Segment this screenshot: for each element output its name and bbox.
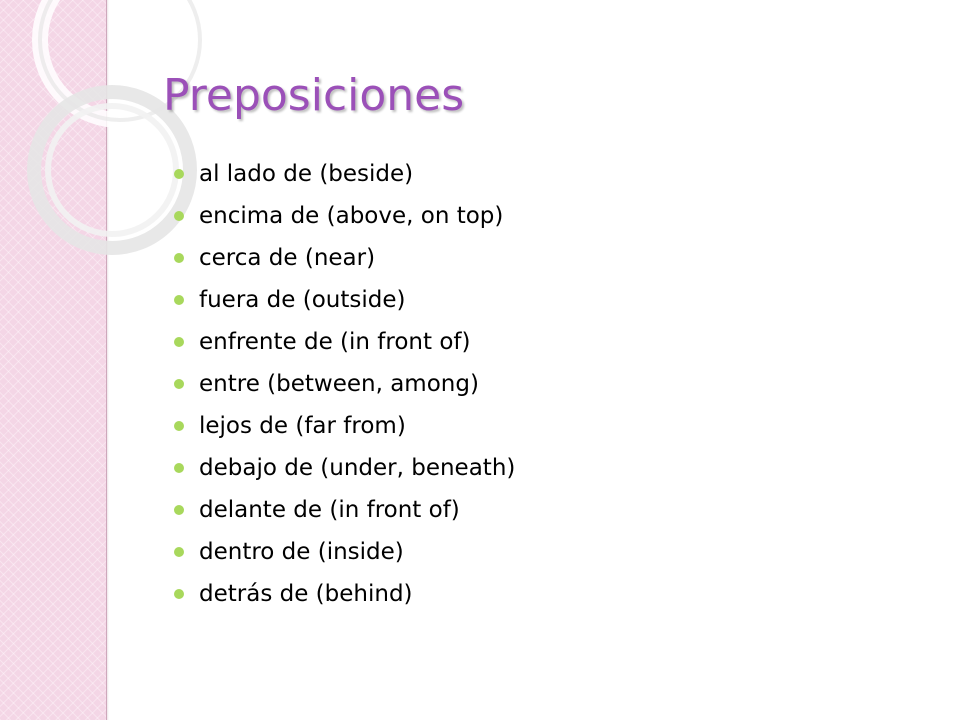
bullet-dot-icon <box>174 421 184 431</box>
bullet-item <box>174 531 515 573</box>
decorative-rings-icon <box>0 0 140 260</box>
bullet-item <box>174 195 515 237</box>
bullet-text: dentro de (inside) <box>199 539 404 565</box>
bullet-item <box>174 489 515 531</box>
bullet-text: lejos de (far from) <box>199 413 406 439</box>
bullet-item <box>174 573 515 615</box>
bullet-list <box>174 153 515 615</box>
bullet-dot-icon <box>174 295 184 305</box>
bullet-dot-icon <box>174 337 184 347</box>
bullet-text: fuera de (outside) <box>199 287 406 313</box>
bullet-dot-icon <box>174 505 184 515</box>
bullet-item <box>174 405 515 447</box>
bullet-dot-icon <box>174 463 184 473</box>
bullet-item <box>174 279 515 321</box>
bullet-dot-icon <box>174 169 184 179</box>
bullet-dot-icon <box>174 253 184 263</box>
bullet-item <box>174 237 515 279</box>
bullet-text: detrás de (behind) <box>199 581 413 607</box>
bullet-text: enfrente de (in front of) <box>199 329 471 355</box>
bullet-item <box>174 321 515 363</box>
bullet-dot-icon <box>174 547 184 557</box>
bullet-item <box>174 153 515 195</box>
bullet-text: al lado de (beside) <box>199 161 414 187</box>
bullet-text: delante de (in front of) <box>199 497 460 523</box>
bullet-text: encima de (above, on top) <box>199 203 504 229</box>
bullet-text: entre (between, among) <box>199 371 479 397</box>
bullet-dot-icon <box>174 379 184 389</box>
bullet-item <box>174 447 515 489</box>
slide-title: Preposiciones <box>163 70 465 121</box>
bullet-item <box>174 363 515 405</box>
bullet-dot-icon <box>174 589 184 599</box>
bullet-text: debajo de (under, beneath) <box>199 455 516 481</box>
bullet-text: cerca de (near) <box>199 245 376 271</box>
bullet-dot-icon <box>174 211 184 221</box>
